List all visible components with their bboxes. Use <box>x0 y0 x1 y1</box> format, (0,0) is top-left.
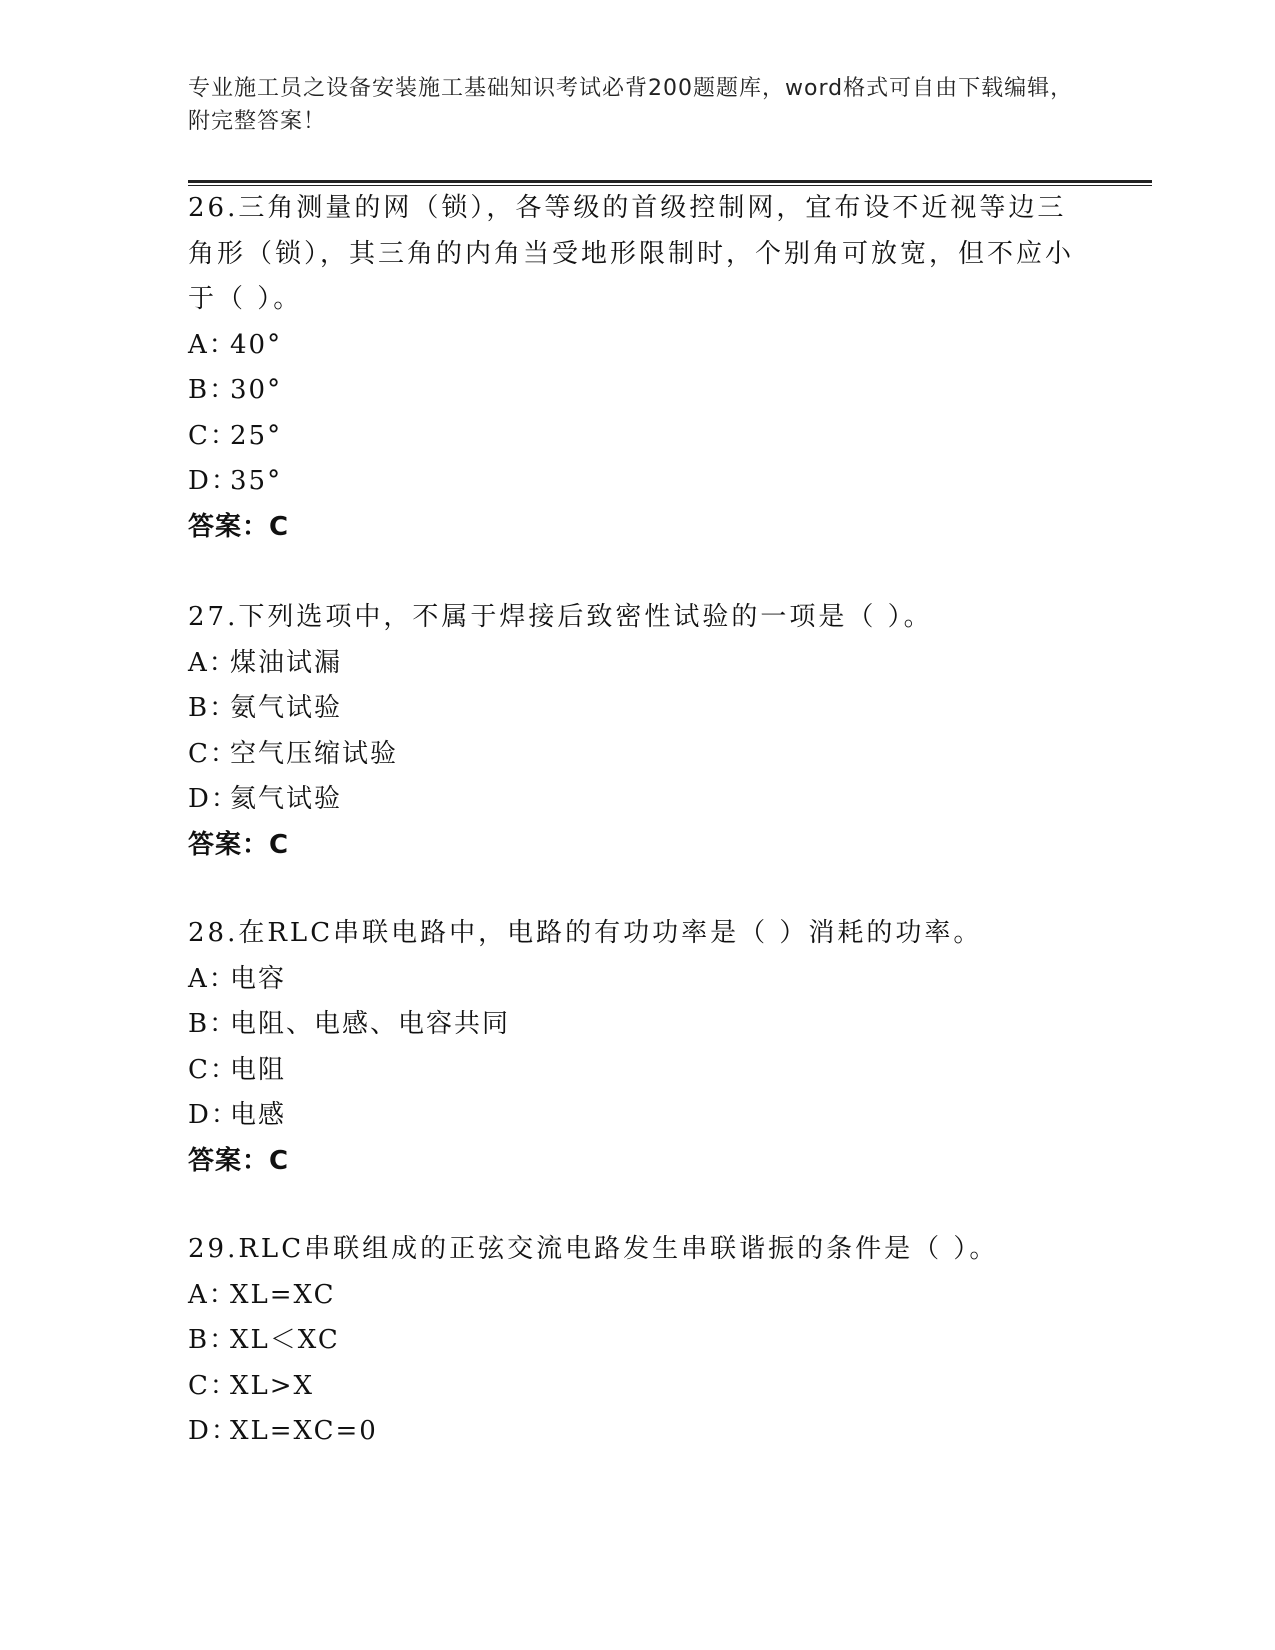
question-27 <box>188 595 1088 868</box>
answer-label: 答案：C <box>188 829 290 860</box>
question-stem: 28.在RLC串联电路中，电路的有功功率是（ ）消耗的功率。 <box>188 918 983 948</box>
option-letter: A： <box>188 963 237 994</box>
option-text: XL=XC <box>230 1279 336 1310</box>
option-text: 氨气试验 <box>230 693 343 723</box>
question-stem: 26.三角测量的网（锁），各等级的首级控制网，宜布设不近视等边三角形（锁），其三角的内角当受地形限制时，个别角可放宽，但不应小于（ ）。 <box>188 193 1075 314</box>
option-letter: A： <box>188 647 237 678</box>
option-letter: B： <box>188 693 238 723</box>
document-header: 专业施工员之设备安装施工基础知识考试必背200题题库，word格式可自由下载编辑，附完整答案！ <box>188 76 1074 134</box>
option-text: 40° <box>230 329 283 360</box>
option-d <box>188 777 1088 823</box>
option-letter: D： <box>188 784 239 814</box>
option-b <box>188 1318 1088 1364</box>
option-text: XL>X <box>230 1370 315 1401</box>
option-text: 电容 <box>230 963 287 994</box>
question-28 <box>188 911 1088 1184</box>
option-c <box>188 1364 1088 1410</box>
option-text: 电阻 <box>230 1054 287 1085</box>
option-a <box>188 323 1088 369</box>
option-text: 煤油试漏 <box>230 647 343 678</box>
answer-label: 答案：C <box>188 1145 290 1176</box>
option-text: 35° <box>230 466 283 496</box>
option-text: 电阻、电感、电容共同 <box>230 1009 511 1039</box>
option-text: 30° <box>230 375 283 405</box>
option-text: 空气压缩试验 <box>230 738 399 769</box>
option-d <box>188 1093 1088 1139</box>
option-letter: A： <box>188 1279 237 1310</box>
option-letter: B： <box>188 375 238 405</box>
option-text: 25° <box>230 420 283 451</box>
question-29 <box>188 1227 1088 1455</box>
header-divider-thick <box>188 180 1152 183</box>
option-b <box>188 368 1088 414</box>
option-a <box>188 641 1088 687</box>
question-stem: 29.RLC串联组成的正弦交流电路发生串联谐振的条件是（ ）。 <box>188 1234 999 1264</box>
question-26 <box>188 186 1088 550</box>
option-letter: C： <box>188 738 238 769</box>
option-text: 氦气试验 <box>230 784 343 814</box>
option-text: XL＜XC <box>230 1325 340 1355</box>
option-d <box>188 1409 1088 1455</box>
option-b <box>188 686 1088 732</box>
option-letter: C： <box>188 1054 238 1085</box>
option-letter: B： <box>188 1009 238 1039</box>
option-c <box>188 1048 1088 1094</box>
option-letter: C： <box>188 1370 238 1401</box>
option-text: 电感 <box>230 1100 287 1130</box>
option-a <box>188 1273 1088 1319</box>
option-a <box>188 957 1088 1003</box>
option-letter: C： <box>188 420 238 451</box>
answer-label: 答案：C <box>188 511 290 542</box>
option-text: XL=XC=0 <box>230 1416 378 1446</box>
option-letter: D： <box>188 466 239 496</box>
option-letter: A： <box>188 329 237 360</box>
option-letter: D： <box>188 1100 239 1130</box>
option-b <box>188 1002 1088 1048</box>
option-letter: D： <box>188 1416 239 1446</box>
option-c <box>188 732 1088 778</box>
question-stem: 27.下列选项中，不属于焊接后致密性试验的一项是（ ）。 <box>188 602 933 632</box>
option-c <box>188 414 1088 460</box>
option-d <box>188 459 1088 505</box>
option-letter: B： <box>188 1325 238 1355</box>
